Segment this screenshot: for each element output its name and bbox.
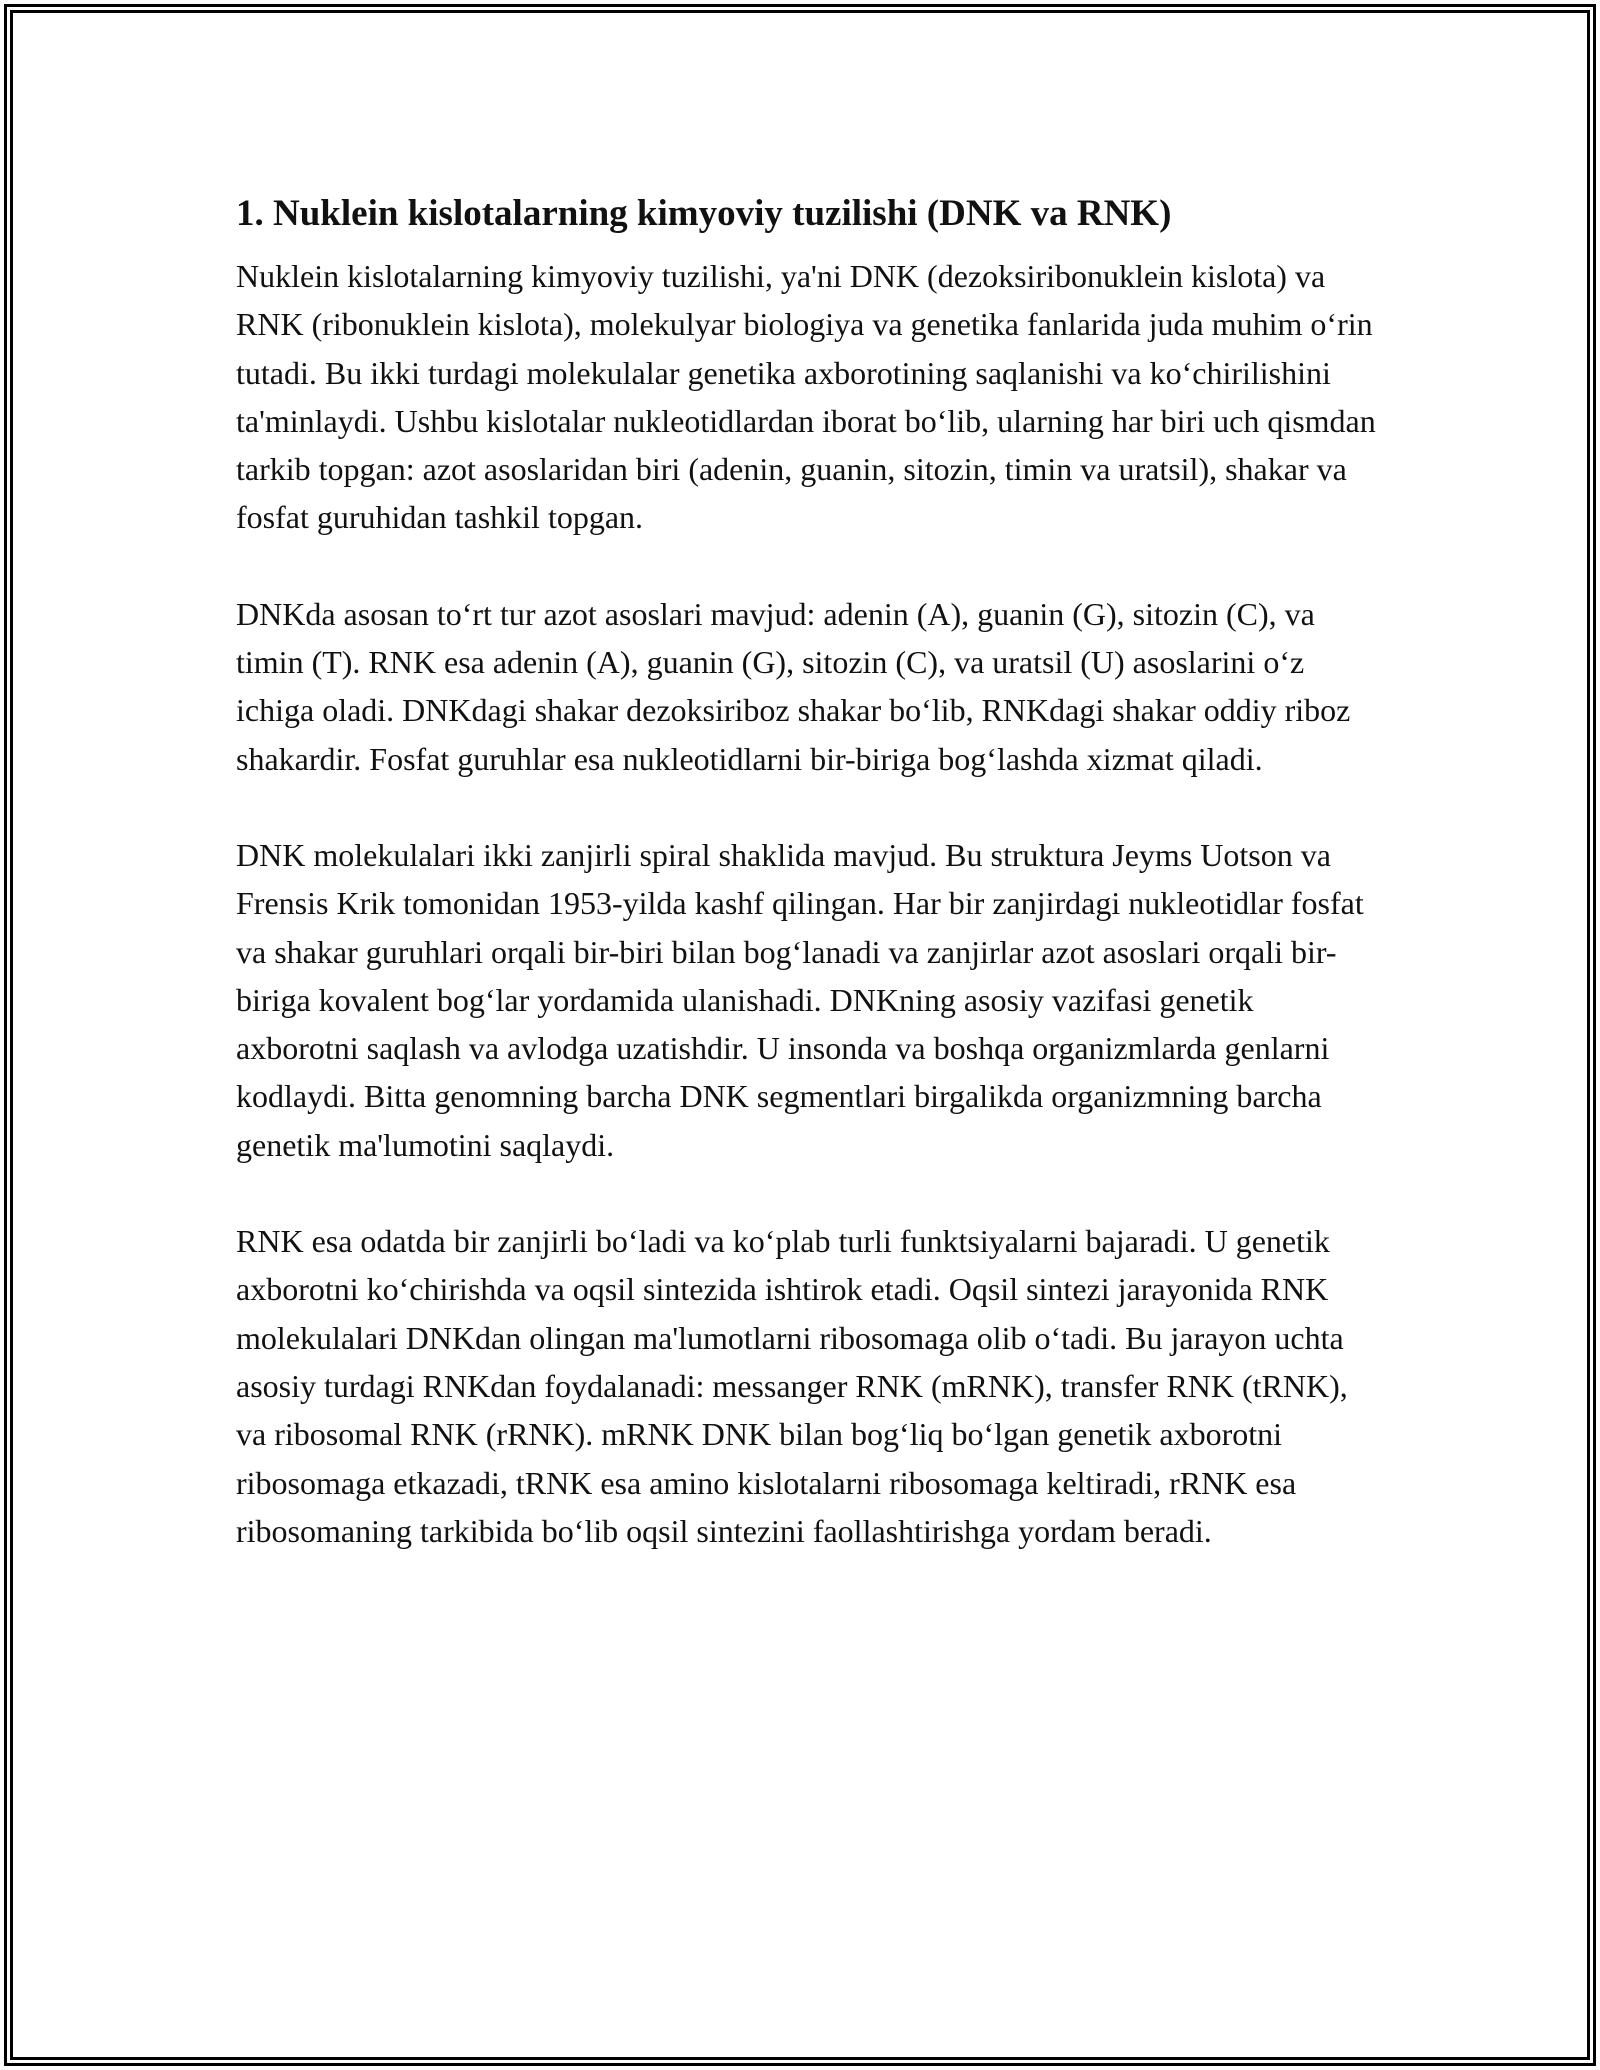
paragraph-rna-functions: RNK esa odatda bir zanjirli bo‘ladi va ko‘plab turli funktsiyalarni bajaradi. U genetik axborotni ko‘chirishda va oqsil sintezida ishtirok etadi. Oqsil sintezi jarayonida RNK molekulalari DNKdan olingan ma'lumotlarni ribosomaga olib o‘tadi. Bu jarayon uchta asosiy turdagi RNKdan foydalanadi: messanger RNK (mRNK), transfer RNK (tRNK), va ribosomal RNK (rRNK). mRNK DNK bilan bog‘liq bo‘lgan genetik axborotni ribosomaga etkazadi, tRNK esa amino kislotalarni ribosomaga keltiradi, rRNK esa ribosomaning tarkibida bo‘lib oqsil sintezini faollashtirishga yordam beradi. (236, 1223, 1348, 1549)
document-body (236, 188, 1376, 1555)
paragraph-nitrogen-bases: DNKda asosan to‘rt tur azot asoslari mavjud: adenin (A), guanin (G), sitozin (C), va timin (T). RNK esa adenin (A), guanin (G), sitozin (C), va uratsil (U) asoslarini o‘z ichiga oladi. DNKdagi shakar dezoksiriboz shakar bo‘lib, RNKdagi shakar oddiy riboz shakardir. Fosfat guruhlar esa nukleotidlarni bir-biriga bog‘lashda xizmat qiladi. (236, 595, 1351, 777)
paragraph-dna-double-helix: DNK molekulalari ikki zanjirli spiral shaklida mavjud. Bu struktura Jeyms Uotson va Frensis Krik tomonidan 1953-yilda kashf qilingan. Har bir zanjirdagi nukleotidlar fosfat va shakar guruhlari orqali bir-biri bilan bog‘lanadi va zanjirlar azot asoslari orqali bir-biriga kovalent bog‘lar yordamida ulanishadi. DNKning asosiy vazifasi genetik axborotni saqlash va avlodga uzatishdir. U insonda va boshqa organizmlarda genlarni kodlaydi. Bitta genomning barcha DNK segmentlari birgalikda organizmning barcha genetik ma'lumotini saqlaydi. (236, 836, 1364, 1163)
paragraph-nucleic-acid-structure: Nuklein kislotalarning kimyoviy tuzilishi, ya'ni DNK (dezoksiribonuklein kislota) va RNK (ribonuklein kislota), molekulyar biologiya va genetika fanlarida juda muhim o‘rin tutadi. Bu ikki turdagi molekulalar genetika axborotining saqlanishi va ko‘chirilishini ta'minlaydi. Ushbu kislotalar nukleotidlardan iborat bo‘lib, ularning har biri uch qismdan tarkib topgan: azot asoslaridan biri (adenin, guanin, sitozin, timin va uratsil), shakar va fosfat guruhidan tashkil topgan. (236, 258, 1376, 536)
section-heading: 1. Nuklein kislotalarning kimyoviy tuzilishi (DNK va RNK) (236, 193, 1172, 234)
